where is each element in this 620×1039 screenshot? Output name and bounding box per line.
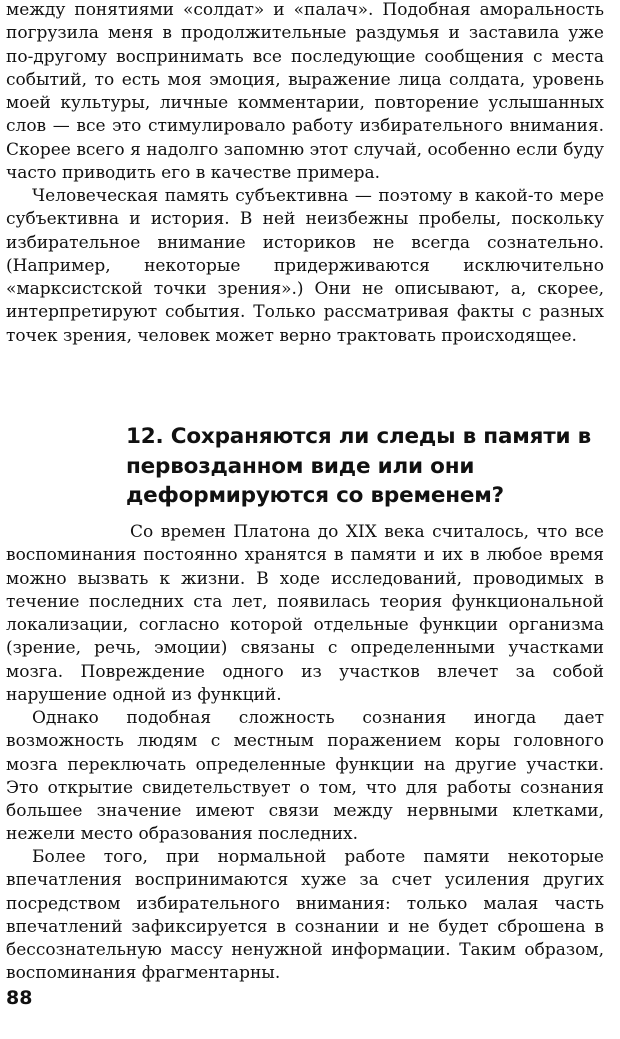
page-number: 88 bbox=[6, 987, 33, 1009]
paragraph-memory-subjective: Человеческая память субъективна — поэтому в какой-то мере субъективна и история. В ней неизбежны пробелы, поскольку избирательное внимание историков не всегда сознательно. (Например, некоторые придерживаются исключительно «марксистской точки зрения».) Они не описывают, а, скорее, интерпретируют события. Только рассматривая факты с разных точек зрения, человек может верно трактовать происходящее. bbox=[6, 186, 604, 346]
paragraph-complexity: Однако подобная сложность сознания иногда дает возможность людям с местным поражением коры головного мозга переключать определенные функции на другие участки. Это открытие свидетельствует о том, что для работы сознания большее значение имеют связи между нервными клетками, нежели место образования последних. bbox=[6, 708, 604, 845]
paragraph-normal-memory: Более того, при нормальной работе памяти некоторые впечатления воспринимаются хуже за счет усиления других посредством избирательного внимания: только малая часть впечатлений зафиксируется в сознании и не будет сброшена в бессознательную массу ненужной информации. Таким образом, воспоминания фрагментарны. bbox=[6, 847, 604, 984]
section-heading: 12. Сохраняются ли следы в памяти в первозданном виде или они деформируются со временем? bbox=[126, 424, 592, 508]
paragraph-plato: Со времен Платона до XIX века считалось, что все воспоминания постоянно хранятся в памяти и их в любое время можно вызвать к жизни. В ходе исследований, проводимых в течение последних ста лет, появилась теория функциональной локализации, согласно которой отдельные функции организма (зрение, речь, эмоции) связаны с определенными участками мозга. Повреждение одного из участков влечет за собой нарушение одной из функций. bbox=[6, 522, 604, 706]
paragraph-intro-continued: между понятиями «солдат» и «палач». Подобная аморальность погрузила меня в продолжительные раздумья и заставила уже по-другому воспринимать все последующие сообщения с места событий, то есть моя эмоция, выражение лица солдата, уровень моей культуры, личные комментарии, повторение услышанных слов — все это стимулировало работу избирательного внимания. Скорее всего я надолго запомню этот случай, особенно если буду часто приводить его в качестве примера. bbox=[6, 0, 604, 184]
